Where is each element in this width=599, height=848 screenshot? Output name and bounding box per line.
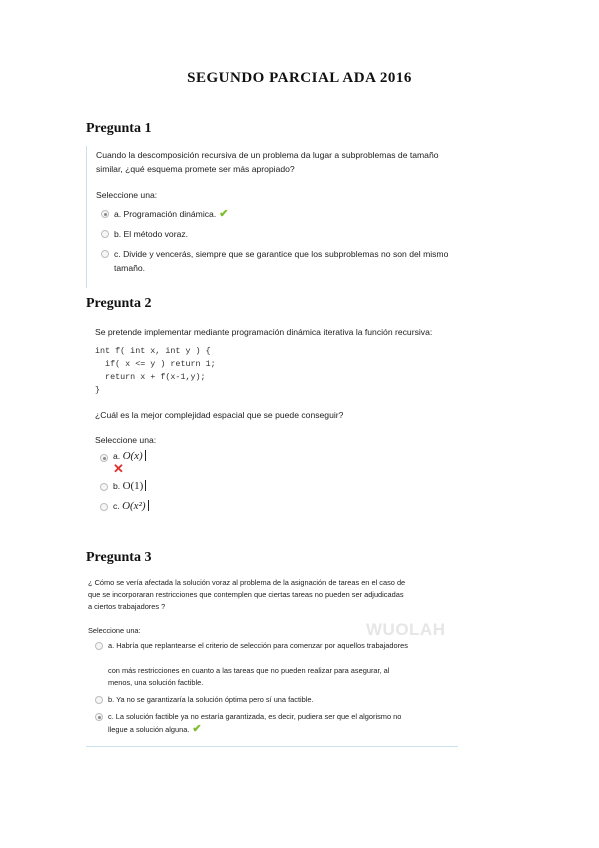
- option-c-prefix: c.: [113, 501, 120, 511]
- option-a-continuation-line1: con más restricciones en cuanto a las tareas que no pueden realizar para asegurar, al: [108, 666, 390, 675]
- text-cursor: [148, 500, 149, 511]
- divider: [86, 746, 458, 747]
- question-2-select-label: Seleccione una:: [95, 435, 157, 445]
- question-1-select-label: Seleccione una:: [96, 190, 158, 200]
- option-a-prefix: a.: [113, 451, 121, 461]
- question-3-heading: Pregunta 3: [86, 550, 152, 565]
- option-b-label: b. Ya no se garantizaría la solución óptima pero sí una factible.: [108, 695, 314, 704]
- question-2-text: ¿Cuál es la mejor complejidad espacial que se puede conseguir?: [95, 410, 344, 420]
- question-2-option-a[interactable]: [95, 449, 475, 475]
- option-c-math: O(x²): [122, 500, 146, 512]
- option-b-math: O(1): [122, 480, 144, 492]
- question-3-option-a[interactable]: [88, 640, 468, 652]
- question-3-text-line3: a ciertos trabajadores ?: [88, 602, 166, 611]
- option-b-prefix: b.: [113, 481, 121, 491]
- option-c-label-line1: c. Divide y vencerás, siempre que se garantice que los subproblemas no son del mismo: [114, 249, 449, 259]
- text-cursor: [145, 450, 146, 461]
- question-3-option-b[interactable]: [88, 694, 468, 706]
- option-a-label: a. Habría que replantearse el criterio de selección para comenzar por aquellos trabajadores: [108, 641, 408, 650]
- radio-icon[interactable]: [95, 642, 103, 650]
- code-line: int f( int x, int y ) {: [95, 346, 211, 356]
- question-3-option-c[interactable]: [88, 711, 468, 736]
- question-2-option-b[interactable]: [95, 479, 475, 493]
- question-1-text-line1: Cuando la descomposición recursiva de un problema da lugar a subproblemas de tamaño: [96, 150, 439, 160]
- question-2-heading: Pregunta 2: [86, 296, 152, 311]
- cross-icon: ✕: [113, 461, 124, 476]
- radio-icon[interactable]: [101, 250, 109, 258]
- option-a-math: O(x): [122, 450, 143, 462]
- radio-icon[interactable]: [100, 483, 108, 491]
- radio-selected-icon[interactable]: [100, 454, 108, 462]
- document-title: SEGUNDO PARCIAL ADA 2016: [187, 70, 412, 86]
- option-a-label: a. Programación dinámica.: [114, 209, 217, 219]
- text-cursor: [145, 480, 146, 491]
- option-c-label-line2: tamaño.: [114, 263, 146, 273]
- option-c-label-line2: llegue a solución alguna.: [108, 725, 190, 734]
- radio-icon[interactable]: [100, 503, 108, 511]
- question-2-box: [95, 325, 475, 513]
- code-line: }: [95, 385, 101, 395]
- question-3-box: [88, 577, 468, 736]
- question-1-box: [86, 146, 474, 288]
- radio-selected-icon[interactable]: [101, 210, 109, 218]
- option-c-label-line1: c. La solución factible ya no estaría garantizada, es decir, pudiera ser que el algorismo no: [108, 712, 402, 721]
- question-3-text-line2: que se incorporaran restricciones que contemplen que ciertas tareas no pueden ser adjudicadas: [88, 590, 404, 599]
- question-2-intro: Se pretende implementar mediante programación dinámica iterativa la función recursiva:: [95, 327, 433, 337]
- watermark-logo: WUOLAH: [366, 620, 446, 639]
- code-block: [95, 345, 475, 397]
- radio-icon[interactable]: [95, 696, 103, 704]
- code-line: if( x <= y ) return 1;: [95, 359, 216, 369]
- code-line: return x + f(x-1,y);: [95, 372, 206, 382]
- option-a-continuation-line2: menos, una solución factible.: [108, 678, 204, 687]
- question-1-option-b[interactable]: [96, 227, 474, 241]
- question-1-text-line2: similar, ¿qué esquema promete ser más apropiado?: [96, 164, 295, 174]
- question-1-option-c[interactable]: [96, 247, 474, 275]
- question-2-option-c[interactable]: [95, 499, 475, 513]
- question-3-select-label: Seleccione una:: [88, 626, 141, 635]
- question-3-text-line1: ¿ Cómo se vería afectada la solución voraz al problema de la asignación de tareas en el caso de: [88, 578, 406, 587]
- question-1-option-a[interactable]: [96, 207, 474, 221]
- radio-selected-icon[interactable]: [95, 713, 103, 721]
- radio-icon[interactable]: [101, 230, 109, 238]
- check-icon: ✔: [192, 723, 202, 735]
- check-icon: ✔: [219, 208, 229, 220]
- question-1-heading: Pregunta 1: [86, 121, 152, 136]
- option-b-label: b. El método voraz.: [114, 229, 189, 239]
